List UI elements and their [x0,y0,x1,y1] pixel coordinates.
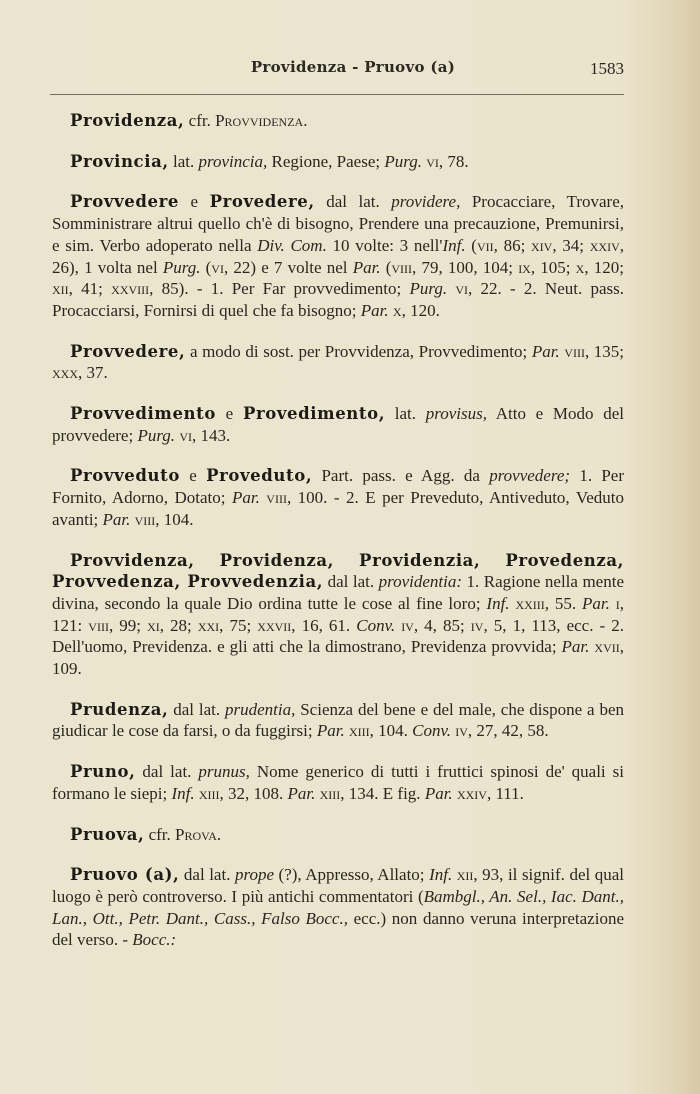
smallcaps-text: xi [147,615,160,635]
italic-text: Par. [102,509,131,529]
italic-text: Conv. [412,721,451,741]
smallcaps-text: xiii [198,783,220,803]
entry-text: ( [465,235,477,255]
entry-text: , 78. [438,151,469,171]
dictionary-entry [52,550,624,680]
smallcaps-text: viii [134,509,156,529]
dictionary-entry [52,403,624,446]
headword: Provedere, [209,192,315,212]
dictionary-entry [52,465,624,530]
entry-text: Part. pass. e Agg. da [312,466,490,486]
dictionary-entry [52,864,624,951]
smallcaps-text: xxvii [257,615,292,635]
smallcaps-text: vi [211,257,224,277]
entry-text: , 79, 100, 104; [412,257,519,277]
smallcaps-text: xxiv [456,783,487,803]
headword: Provvedere [70,192,180,212]
page-header [52,58,624,82]
italic-text: Inf. [429,865,453,885]
entry-text: (?), Appresso, Allato; [274,865,430,885]
smallcaps-text: xii [456,865,474,885]
entry-text: , 22. - 2. Neut. pass. Procacciarsi, Fornirsi di quel che fa bisogno; [52,279,625,320]
italic-text: providentia: [378,572,463,592]
smallcaps-text: vi [179,425,192,445]
entry-text: a modo di sost. per Provvidenza, Provvedimento; [185,341,532,361]
smallcaps-text: viii [88,615,109,635]
entry-text: , 109. [52,637,624,679]
italic-text: Purg. [137,425,176,445]
header-rule [50,94,624,95]
entries-list [52,110,624,970]
headword: Proveduto, [206,466,313,486]
entry-text: ( [200,257,212,277]
entry-text: , 37. [78,363,108,383]
entry-text: , 120. [401,300,440,320]
entry-text: , 104. [369,721,413,741]
italic-text: Par. [582,593,610,613]
headword: Pruovo (a), [70,865,180,885]
entry-text: lat. [168,151,199,171]
italic-text: Conv. [356,615,396,635]
italic-text: Par. [561,637,590,657]
entry-text: e [215,404,243,424]
italic-text: Par. [316,721,345,741]
entry-text: lat. [385,404,426,424]
smallcaps-text: xxviii [111,279,150,299]
italic-text: Par. [287,783,316,803]
smallcaps-text: x [575,257,585,277]
italic-text: Par. [424,783,453,803]
italic-text: prudentia, [224,699,296,719]
entry-text: , 34; [552,235,590,255]
entry-text: ecc.) non danno veruna interpretazione del verso. - [52,908,624,950]
smallcaps-text: i [615,593,620,613]
dictionary-entry [52,151,624,173]
smallcaps-text: x [392,300,402,320]
headword: Provvidenza, Providenza, Providenzia, Provedenza, Provvedenza, Provvedenzia, [52,550,624,592]
entry-text: , 120; [584,257,624,277]
smallcaps-text: xvii [594,637,620,657]
entry-text: e [179,466,207,486]
italic-text: Inf. [171,783,195,803]
entry-text: , 134. E fig. [340,783,425,803]
headword: Provveduto [70,466,180,486]
entry-text: dal lat. [323,572,379,592]
entry-text: , 16, 61. [291,615,357,635]
entry-text: , 105; [530,257,576,277]
entry-text: , 104. [155,509,194,529]
smallcaps-text: xiii [348,721,370,741]
italic-text: provisus, [425,404,487,424]
italic-text: Bocc.: [132,930,177,950]
entry-text: , 93, il signif. del qual luogo è però controverso. I più antichi commentatori ( [52,865,625,906]
dictionary-entry [52,761,624,804]
entry-text: , 121: [52,593,625,635]
entry-text: Scienza del bene e del male, che dispone a ben giudicar le cose da farsi, o da fuggirsi; [52,699,624,741]
smallcaps-text: vii [476,235,494,255]
smallcaps-text: vi [455,279,469,299]
entry-text: , 55. [544,593,583,613]
italic-text: Par. [531,341,560,361]
entry-text: , 99; [108,615,148,635]
headword: Providenza, [70,111,185,130]
entry-text: , 100. - 2. E per Preveduto, Antiveduto, Veduto avanti; [52,488,625,529]
smallcaps-text: viii [266,488,287,508]
entry-text: , 32, 108. [219,783,288,803]
smallcaps-text: xxx [52,363,78,383]
dictionary-entry [52,110,624,132]
italic-text: Par. [352,257,381,277]
entry-text: , 41; [68,279,112,299]
smallcaps-text: ix [518,257,531,277]
entry-text: Nome generico di tutti i fruttici spinosi de' quali si formano le siepi; [52,762,624,803]
headword: Provvedere, [70,341,186,361]
entry-text: , 75; [219,615,258,635]
entry-text: Atto e Modo del provvedere; [52,404,625,445]
smallcaps-text: Prova. [175,824,222,844]
dictionary-entry [52,341,624,384]
entry-text: dal lat. [168,699,225,719]
smallcaps-text: xii [52,279,69,299]
headword: Pruova, [70,824,145,844]
headword: Pruno, [70,762,136,782]
smallcaps-text: viii [391,257,413,277]
entry-text: , 4, 85; [413,615,471,635]
entry-text: , 22) e 7 volte nel [223,257,353,277]
entry-text: dal lat. [135,762,199,782]
headword: Provvedimento [70,404,216,424]
entry-text: cfr. [144,824,176,844]
entry-text: cfr. [184,111,216,130]
entry-text: , 27, 42, 58. [467,721,549,741]
italic-text: Inf. [486,593,510,613]
entry-text: , 28; [159,615,198,635]
dictionary-entry [52,191,624,321]
italic-text: Bambgl., An. Sel., Iac. Dant., Lan., Ott., Petr. Dant., Cass., Falso Bocc., [52,886,624,928]
entry-text: dal lat. [179,865,235,885]
italic-text: Inf. [442,235,466,255]
smallcaps-text: Provvidenza. [215,111,308,130]
smallcaps-text: iv [401,615,414,635]
italic-text: prunus, [198,762,250,782]
smallcaps-text: iv [470,615,484,635]
smallcaps-text: vi [426,151,439,171]
italic-text: Purg. [162,257,201,277]
entry-text: Regione, Paese; [267,151,385,171]
smallcaps-text: xxiv [589,235,620,255]
running-title: Providenza - Pruovo (a) [250,58,456,76]
italic-text: Purg. [409,279,448,299]
smallcaps-text: xxi [197,615,220,635]
italic-text: provvedere; [489,466,571,486]
entry-text: ( [380,257,392,277]
entry-text: 1. Ragione nella mente divina, secondo la quale Dio ordina tutte le cose al fine loro; [52,572,624,613]
smallcaps-text: xiii [319,783,341,803]
italic-text: Purg. [384,151,422,171]
entry-text: e [179,192,210,212]
dictionary-entry [52,699,624,742]
entry-text: , 26), 1 volta nel [52,235,624,277]
smallcaps-text: xiv [531,235,553,255]
dictionary-entry [52,824,624,846]
headword: Prudenza, [70,699,169,719]
entry-text: , 143. [191,425,231,445]
entry-text: , 135; [584,341,624,361]
entry-text: , 111. [486,783,524,803]
entry-text: , 85). - 1. Per Far provvedimento; [149,279,410,299]
entry-text: 10 volte: 3 nell' [326,235,443,255]
italic-text: prope [234,865,275,885]
entry-text: dal lat. [314,192,392,212]
italic-text: Par. [231,488,260,508]
entry-text: 1. Per Fornito, Adorno, Dotato; [52,466,625,508]
entry-text: Procacciare, Trovare, Somministrare altrui quello ch'è di bisogno, Prendere una precauzione, Premunirsi, e sim. Verbo adoperato nella [52,192,625,255]
smallcaps-text: iv [455,721,468,741]
headword: Provincia, [70,151,169,171]
smallcaps-text: xxiii [515,593,545,613]
entry-text: , 86; [493,235,532,255]
entry-text: , 5, 1, 113, ecc. - 2. Dell'uomo, Previdenza. e gli atti che la dimostrano, Previdenza provvida; [52,615,625,657]
italic-text: provincia, [198,151,268,171]
page-number: 1583 [590,59,624,78]
smallcaps-text: viii [564,341,585,361]
italic-text: providere, [391,192,461,212]
italic-text: Div. Com. [257,235,327,255]
headword: Provedimento, [242,404,386,424]
italic-text: Par. [360,300,389,320]
